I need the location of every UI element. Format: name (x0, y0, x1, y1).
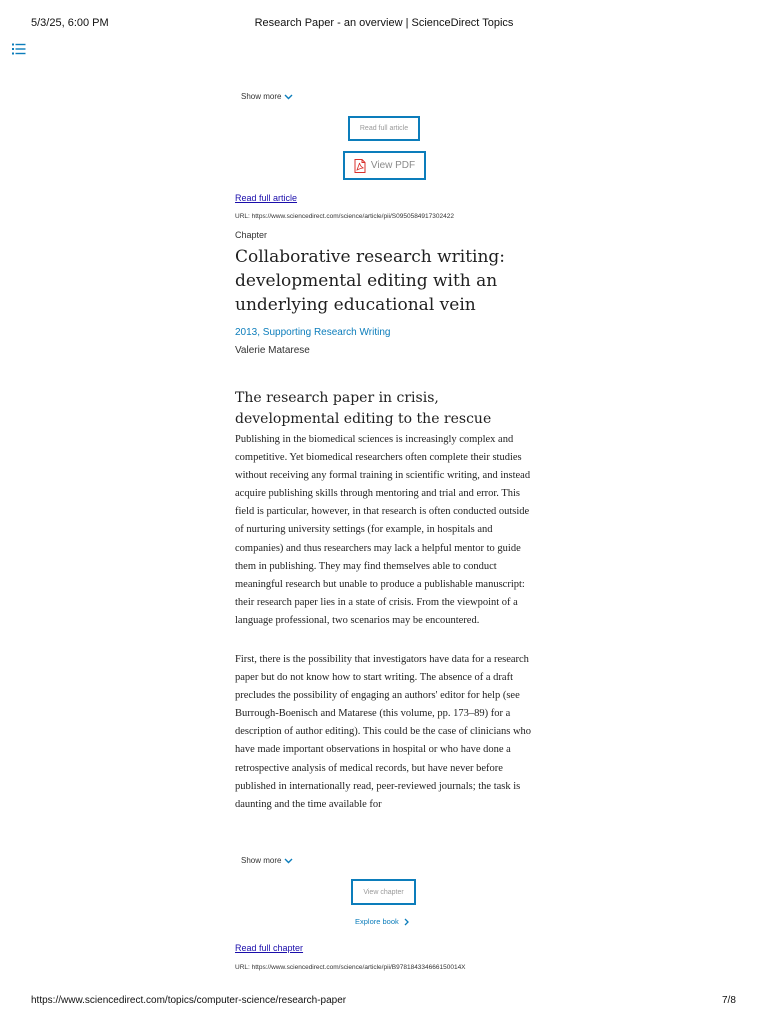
view-chapter-button[interactable]: View chapter (351, 879, 416, 905)
section-heading: The research paper in crisis, developmental editing to the rescue (235, 390, 492, 427)
chevron-down-icon (284, 94, 293, 100)
chapter-author: Valerie Matarese (235, 345, 310, 356)
result-type-label: Chapter (235, 230, 268, 240)
show-more-toggle[interactable] (241, 856, 293, 865)
read-full-article-link[interactable]: Read full article (235, 193, 298, 203)
read-full-chapter-link[interactable]: Read full chapter (235, 943, 304, 953)
chevron-right-icon (404, 918, 409, 926)
print-datetime: 5/3/25, 6:00 PM (31, 17, 109, 29)
chevron-down-icon (284, 858, 293, 864)
abstract-paragraph: Publishing in the biomedical sciences is increasingly complex and competitive. Yet biomedical researchers often complete their studies without receiving any formal training in scientific writing, and instead acquire publishing skills through mentoring and trial and error. This field is particular, however, in that research is often conducted outside of nurturing university settings (for example, in hospitals and companies) and thus researchers may lack a helpful mentor to guide them in publishing. They may find themselves able to conduct meaningful research but unable to produce a publishable manuscript: their research paper lies in a state of crisis. From the viewpoint of a language professional, two scenarios may be encountered. (235, 434, 531, 626)
show-more-label: Show more (241, 92, 282, 101)
view-pdf-label: View PDF (370, 160, 416, 171)
show-more-toggle[interactable] (241, 92, 293, 101)
pdf-icon (354, 159, 366, 173)
abstract-paragraph: First, there is the possibility that investigators have data for a research paper but do not know how to start writing. The absence of a draft precludes the possibility of engaging an authors' editor for help (see Burrough-Boenisch and Matarese (this volume, pp. 173–89) for a description of author editing). This could be the case of clinicians who have made important observations in hospital or who have done a retrospective analysis of medical records, but have never before published in internationally read, peer-reviewed journals; the task is daunting and the time available for (235, 654, 532, 810)
article-url: URL: https://www.sciencedirect.com/science/article/pii/S0950584917302422 (235, 213, 454, 220)
print-page-title: Research Paper - an overview | ScienceDirect Topics (254, 17, 514, 29)
read-full-article-button[interactable]: Read full article (348, 116, 420, 141)
chapter-title[interactable]: Collaborative research writing: developmental editing with an underlying educational vein (235, 247, 506, 315)
print-page-number: 7/8 (722, 995, 736, 1006)
explore-book-label: Explore book (355, 917, 399, 926)
print-footer-url: https://www.sciencedirect.com/topics/computer-science/research-paper (31, 995, 347, 1006)
list-icon[interactable] (12, 43, 26, 55)
explore-book-link[interactable] (355, 917, 409, 926)
show-more-label: Show more (241, 856, 282, 865)
view-pdf-button[interactable] (343, 151, 426, 180)
chapter-url: URL: https://www.sciencedirect.com/science/article/pii/B978184334666150014X (235, 964, 466, 971)
chapter-source[interactable]: 2013, Supporting Research Writing (235, 327, 391, 338)
